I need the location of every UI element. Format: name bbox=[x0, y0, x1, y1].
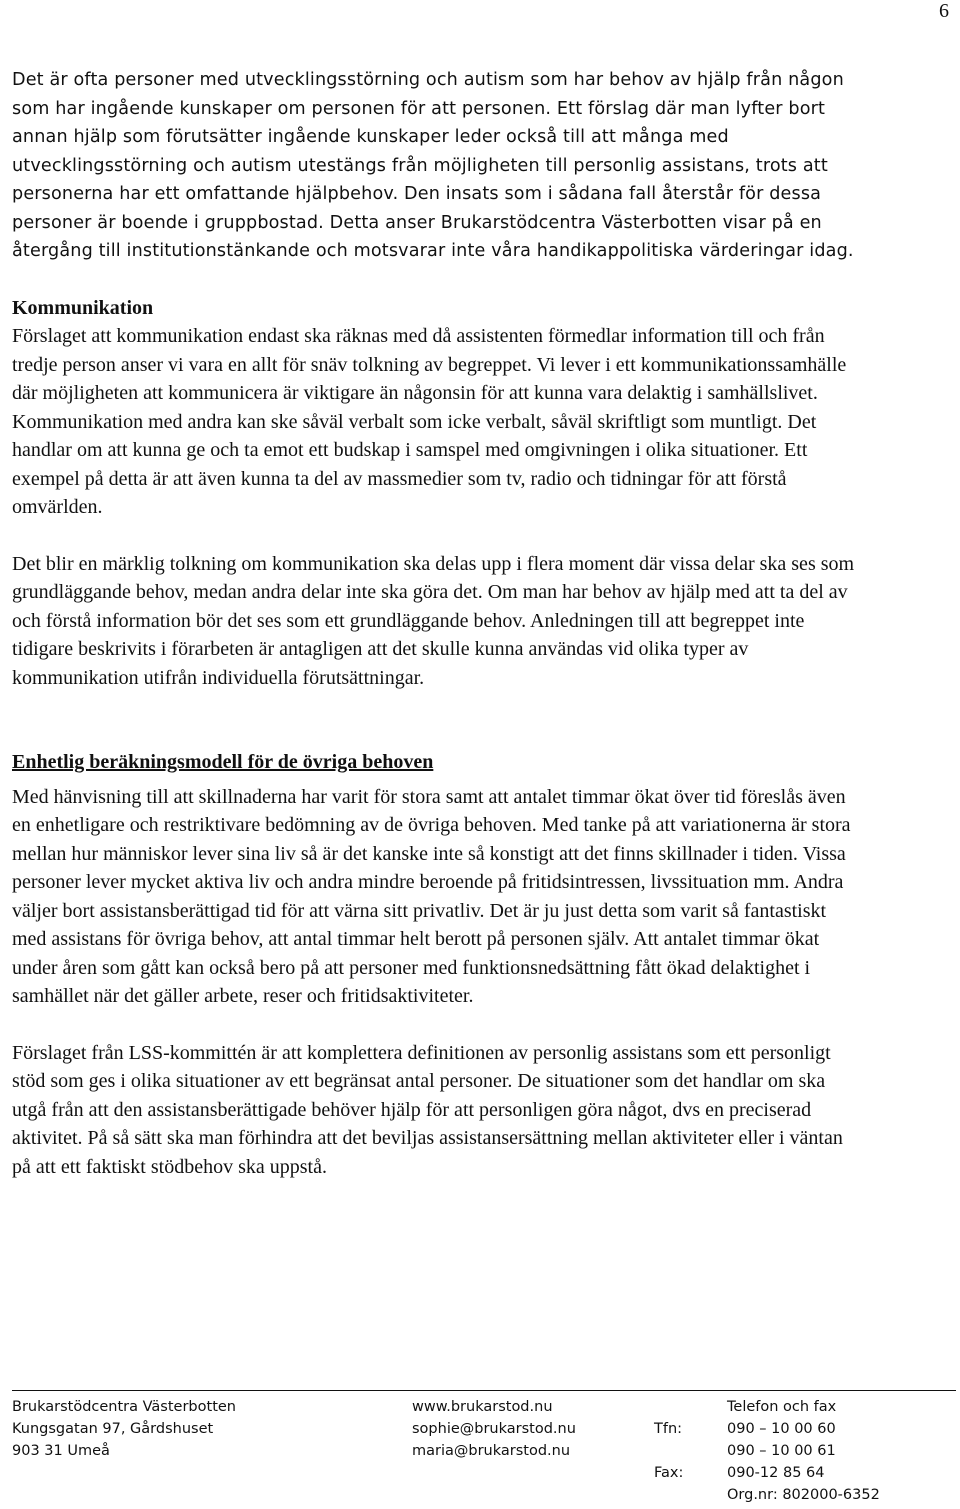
footer-fax-label: Fax: bbox=[654, 1465, 684, 1481]
footer-email-maria[interactable]: maria@brukarstod.nu bbox=[412, 1443, 571, 1459]
paragraph-ovriga-behov: Med hänvisning till att skillnaderna har varit för stora samt att antalet timmar ökat över tid föreslås även en enhetligare och restriktivare bedömning av de övriga behoven. Med tanke på att variationerna är stora mellan hur människor lever sina liv så är det kanske inte så konstigt att det finns skillnader i tiden. Vissa personer lever mycket aktiva liv och andra mindre beroende på fritidsintressen, livssituation mm. Andra väljer bort assistansberättigad tid för att värna sitt privatliv. Det är ju just detta som varit så fantastiskt med assistans för övriga behov, att antal timmar helt berott på personen själv. Att antalet timmar ökat under åren som gått kan också bero på att personer med funktionsnedsättning fått ökad delaktighet i samhället när det gäller arbete, reser och fritidsaktiviteter. bbox=[12, 785, 851, 1007]
footer bbox=[12, 1396, 956, 1508]
paragraph-utvecklingsstorning: Det är ofta personer med utvecklingsstörning och autism som har behov av hjälp från någon som har ingående kunskaper om personen för att personen. Ett förslag där man lyfter bort annan hjälp som förutsätter ingående kunskaper leder också till att många med utvecklingsstörning och autism utestängs från möjligheten till personlig assistans, trots att personerna har ett omfattande hjälpbehov. Den insats som i sådana fall återstår för dessa personer är boende i gruppbostad. Detta anser Brukarstödcentra Västerbotten visar på en återgång till institutionstänkande och motsvarar inte våra handikappolitiska värderingar idag. bbox=[12, 70, 854, 261]
footer-fax-number: 090-12 85 64 bbox=[727, 1465, 825, 1481]
paragraph-lss-forslag: Förslaget från LSS-kommittén är att komplettera definitionen av personlig assistans som ett personligt stöd som ges i olika situationer av ett begränsat antal personer. De situationer som det handlar om ska utgå från att den assistansberättigade behöver hjälp för att personligen göra något, dvs en preciserad aktivitet. På så sätt ska man förhindra att det beviljas assistansersättning mellan aktiviteter eller i väntan på att ett faktiskt stödbehov ska uppstå. bbox=[12, 1041, 843, 1178]
footer-address bbox=[12, 1396, 236, 1462]
footer-phone-labels bbox=[654, 1396, 683, 1484]
paragraph-kommunikation: Förslaget att kommunikation endast ska räknas med då assistenten förmedlar information till och från tredje person anser vi vara en allt för snäv tolkning av begreppet. Vi lever i ett kommunikationssamhälle där möjligheten att kommunicera är viktigare än någonsin för att kunna vara delaktig i samhällslivet. Kommunikation med andra kan ske såväl verbalt som icke verbalt, såväl skriftligt som muntligt. Det handlar om att kunna ge och ta emot ett budskap i samspel med omgivningen i olika situationer. Ett exempel på detta är att även kunna ta del av massmedier som tv, radio och tidningar för att förstå omvärlden. bbox=[12, 325, 847, 518]
footer-tfn-label: Tfn: bbox=[654, 1421, 683, 1437]
footer-orgnr: Org.nr: 802000-6352 bbox=[727, 1487, 880, 1503]
footer-phone-2: 090 – 10 00 61 bbox=[727, 1443, 836, 1459]
footer-org-name: Brukarstödcentra Västerbotten bbox=[12, 1399, 236, 1415]
footer-email-sophie[interactable]: sophie@brukarstod.nu bbox=[412, 1421, 576, 1437]
heading-kommunikation: Kommunikation bbox=[12, 296, 154, 319]
document-body bbox=[12, 66, 862, 1181]
footer-phone-1: 090 – 10 00 60 bbox=[727, 1421, 836, 1437]
footer-website-link[interactable]: www.brukarstod.nu bbox=[412, 1399, 553, 1415]
footer-divider bbox=[12, 1390, 956, 1391]
footer-street: Kungsgatan 97, Gårdshuset bbox=[12, 1421, 214, 1437]
heading-enhetlig-berakningsmodell: Enhetlig beräkningsmodell för de övriga behoven bbox=[12, 751, 434, 773]
footer-postal: 903 31 Umeå bbox=[12, 1443, 110, 1459]
footer-phone-numbers bbox=[727, 1396, 880, 1506]
footer-phone-heading: Telefon och fax bbox=[727, 1399, 837, 1415]
page-number: 6 bbox=[939, 0, 949, 22]
paragraph-tolkning: Det blir en märklig tolkning om kommunikation ska delas upp i flera moment där vissa delar ska ses som grundläggande behov, medan andra delar inte ska göra det. Om man har behov av hjälp med att ta del av och förstå information bör det ses som ett grundläggande behov. Anledningen till att begreppet inte tidigare beskrivits i förarbeten är antagligen att det skulle kunna användas vid olika typer av kommunikation utifrån individuella förutsättningar. bbox=[12, 552, 855, 689]
footer-web-contact bbox=[412, 1396, 576, 1462]
